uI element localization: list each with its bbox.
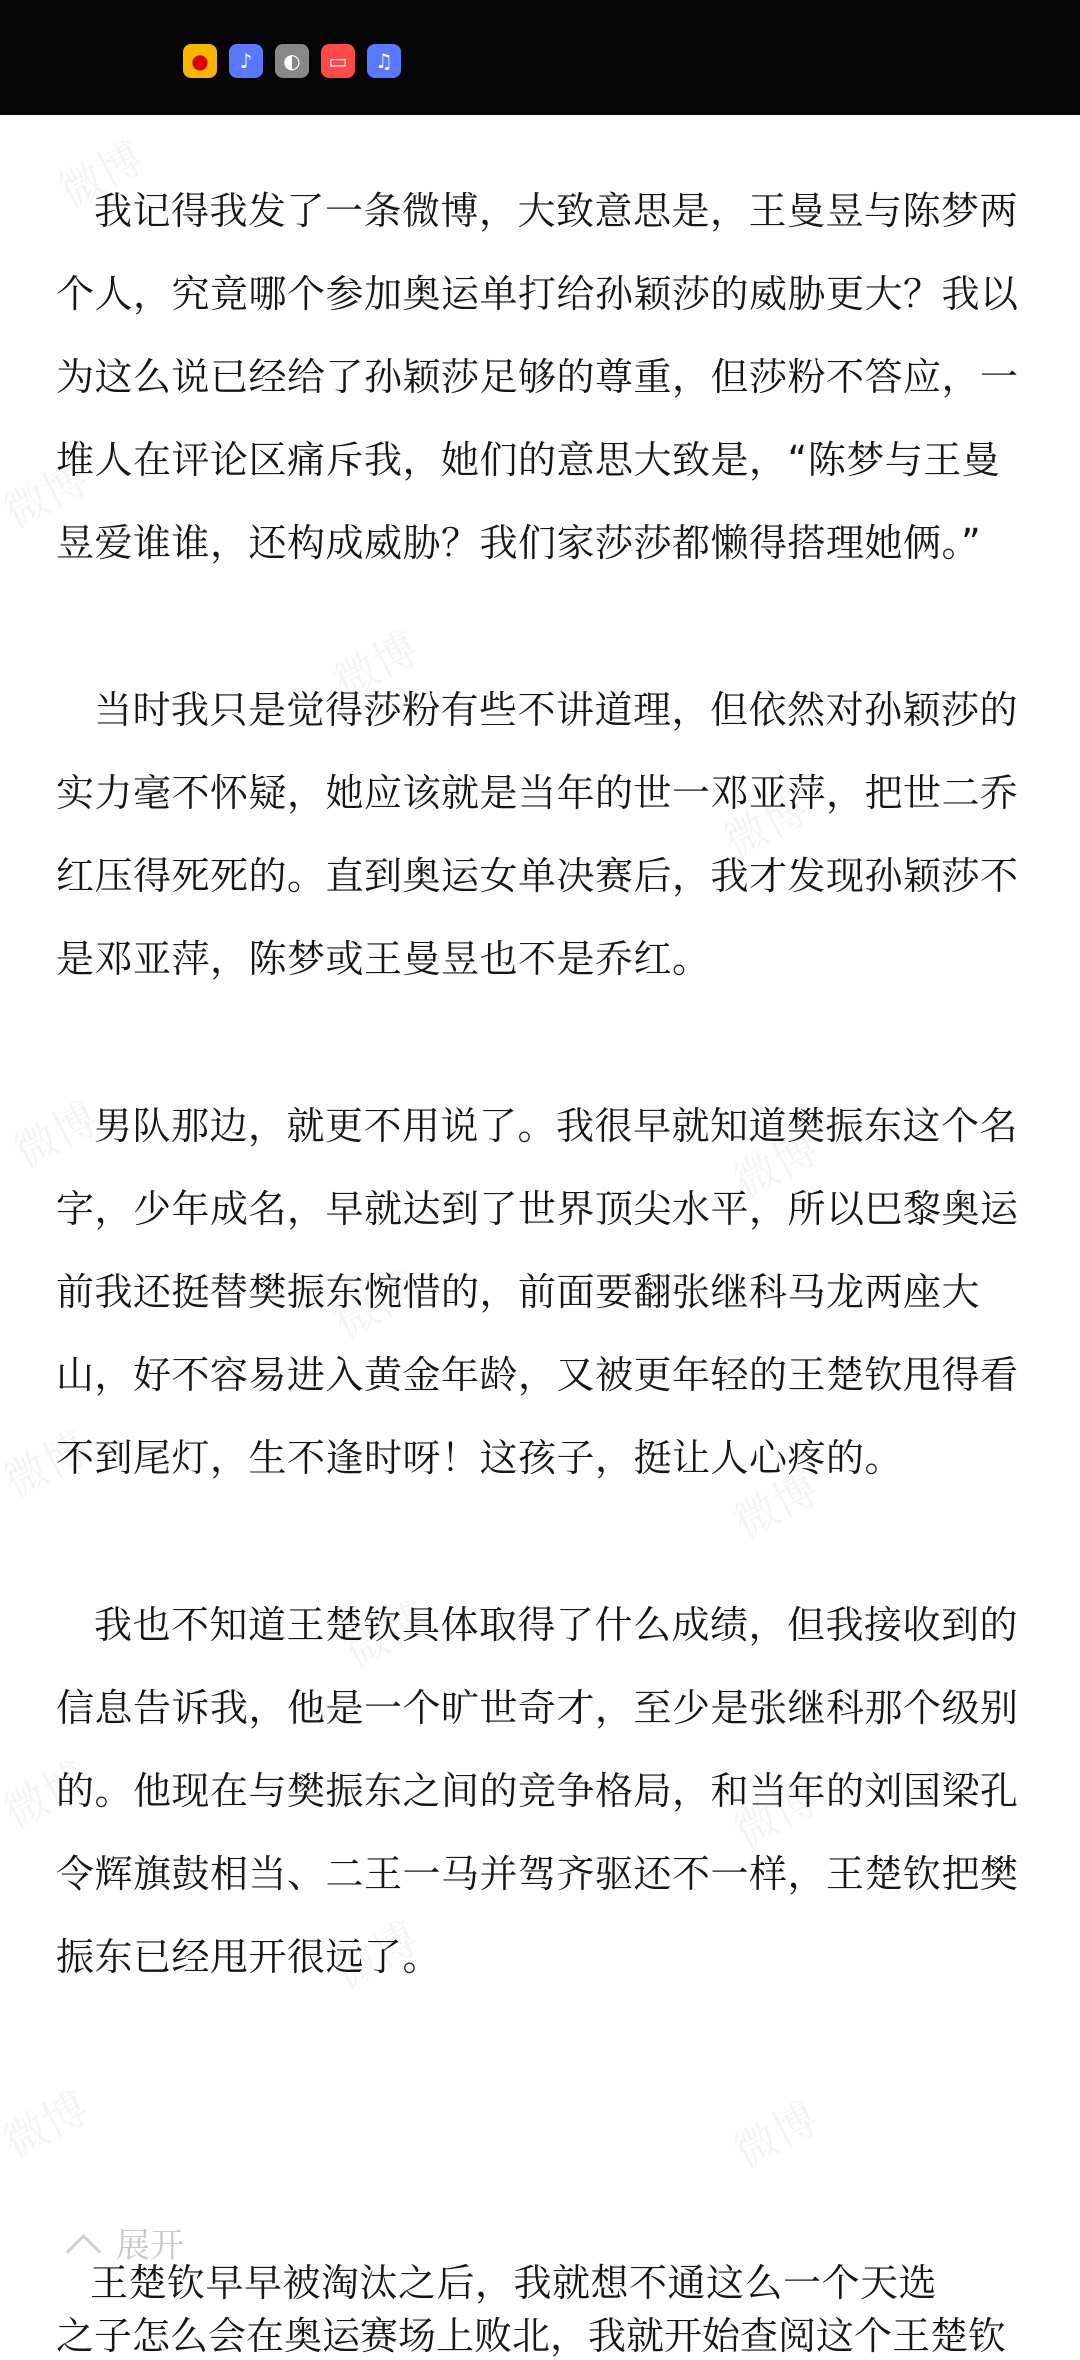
mail-icon: ▭: [321, 44, 355, 78]
article-body: [56, 170, 1026, 2083]
panda-icon: ◐: [275, 44, 309, 78]
article-cutoff-text: 之子怎么会在奥运赛场上败北，我就开始查阅这个王楚钦: [56, 2314, 1007, 2358]
expand-label: 展开: [116, 2226, 184, 2266]
article-last-line: 王楚钦早早被淘汰之后，我就想不通这么一个天选: [90, 2261, 938, 2305]
weibo-icon: ●: [183, 44, 217, 78]
article-cutoff-line: [56, 2314, 1056, 2358]
chevron-up-icon: [66, 2234, 100, 2252]
article-paragraph: 我也不知道王楚钦具体取得了什么成绩，但我接收到的信息告诉我，他是一个旷世奇才，至少是张继科那个级别的。他现在与樊振东之间的竞争格局，和当年的刘国梁孔令辉旗鼓相当、二王一马并驾齐驱还不一样，王楚钦把樊振东已经甩开很远了。: [56, 1603, 1019, 1979]
article-paragraph: 当时我只是觉得莎粉有些不讲道理，但依然对孙颖莎的实力毫不怀疑，她应该就是当年的世一邓亚萍，把世二乔红压得死死的。直到奥运女单决赛后，我才发现孙颖莎不是邓亚萍，陈梦或王曼昱也不是乔红。: [56, 688, 1019, 981]
music-icon: ♫: [367, 44, 401, 78]
watermark: [0, 2073, 98, 2171]
music-icon: ♪: [229, 44, 263, 78]
article-paragraph: 男队那边，就更不用说了。我很早就知道樊振东这个名字，少年成名，早就达到了世界顶尖水平，所以巴黎奥运前我还挺替樊振东惋惜的，前面要翻张继科马龙两座大山，好不容易进入黄金年龄，又被更年轻的王楚钦甩得看不到尾灯，生不逢时呀！这孩子，挺让人心疼的。: [56, 1104, 1019, 1480]
article-paragraph: 我记得我发了一条微博，大致意思是，王曼昱与陈梦两个人，究竟哪个参加奥运单打给孙颖莎的威胁更大？我以为这么说已经给了孙颖莎足够的尊重，但莎粉不答应，一堆人在评论区痛斥我，她们的意思大致是，“陈梦与王曼昱爱谁谁，还构成威胁？我们家莎莎都懒得搭理她俩。”: [56, 189, 1019, 565]
watermark: [720, 2083, 828, 2181]
notification-icons: [183, 44, 401, 78]
status-bar: [0, 0, 1080, 115]
